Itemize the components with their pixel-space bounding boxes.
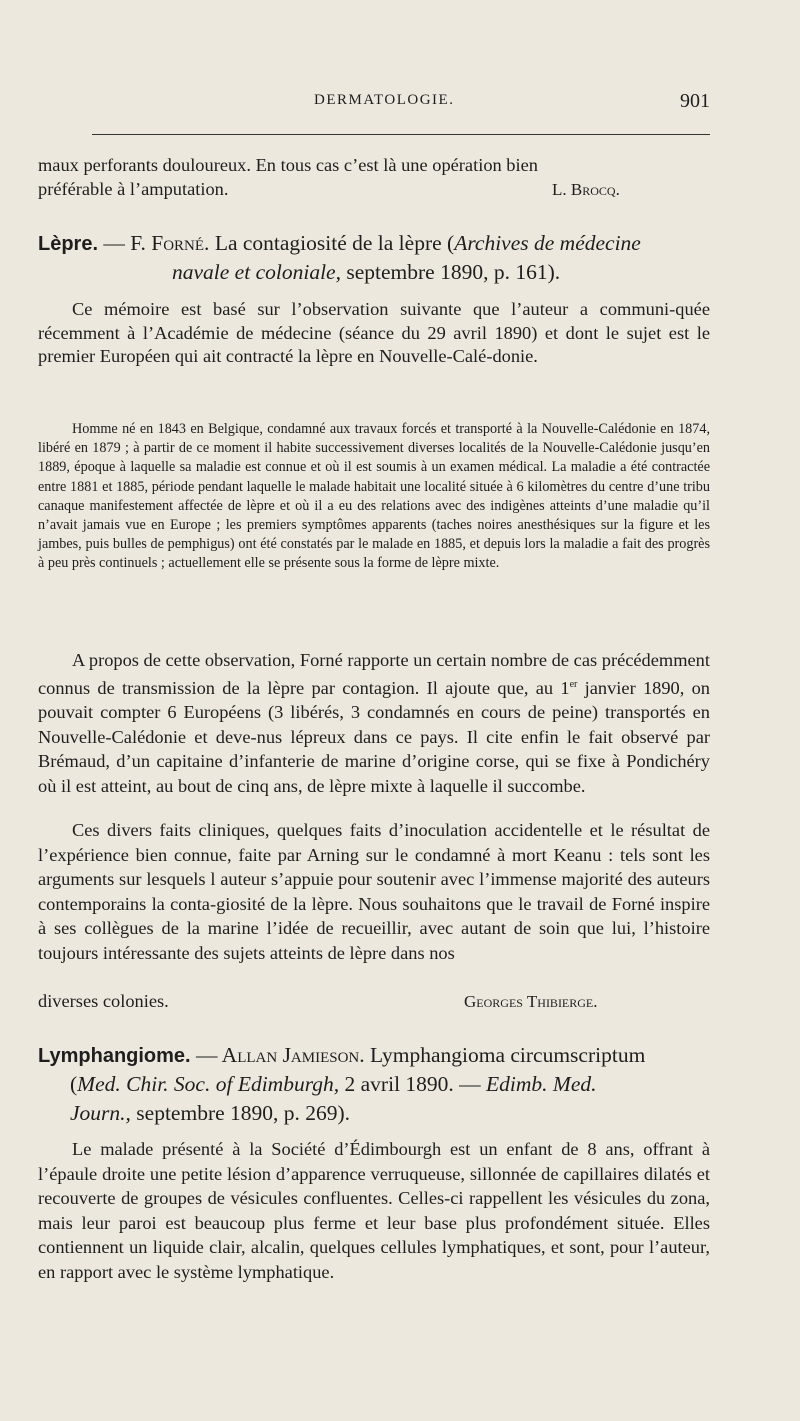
lepre-paragraph-3: Ces divers faits cliniques, quelques faits d’inoculation accidentelle et le résultat de l’expérience bien connue, faite par Arning sur le condamné à mort Keanu : tels sont les arguments sur lesquels l auteur s’appuie pour soutenir avec l’immense majorité des auteurs contemporains la conta-giosité de la lèpre. Nous souhaitons que le travail de Forné inspire à ses collègues de la marine l’idée de recueillir, avec autant de soin que lui, l’histoire toujours intéressante des sujets atteints de lèpre dans nos bbox=[38, 820, 710, 963]
lepre-p2-a: A propos de cette observation, Forné rapporte un certain nombre de cas précédemment connus de transmission de la lèpre par contagion. Il ajoute que, au 1 bbox=[38, 650, 710, 698]
headword-lepre: Lèpre. bbox=[38, 233, 99, 255]
page-number: 901 bbox=[680, 90, 710, 112]
signature-brocq: L. Brocq. bbox=[552, 180, 620, 199]
lepre-p2-sup: er bbox=[569, 678, 578, 690]
journal-med-chir: Med. Chir. Soc. of Edimburgh, bbox=[77, 1072, 340, 1096]
article-heading-lepre-line2 bbox=[172, 258, 560, 286]
citation-end-lepre: septembre 1890, p. 161). bbox=[346, 260, 561, 284]
author-jamieson: — Allan Jamieson. bbox=[195, 1043, 365, 1067]
journal-archives-line2: navale et coloniale, bbox=[172, 260, 341, 284]
article-heading-lepre bbox=[38, 229, 710, 258]
headword-lymphangiome: Lymphangiome. bbox=[38, 1045, 191, 1067]
signature-thibierge: Georges Thibierge. bbox=[464, 992, 598, 1011]
article-heading-lymph bbox=[38, 1041, 710, 1070]
lymph-date: 2 avril 1890. — bbox=[339, 1072, 487, 1096]
title-lymph: Lymphangioma circumscriptum bbox=[370, 1043, 646, 1067]
citation-end-lymph: septembre 1890, p. 269). bbox=[130, 1101, 351, 1125]
journal-edimb-b: Journ., bbox=[70, 1101, 131, 1125]
journal-archives-line1: Archives de médecine bbox=[454, 231, 641, 255]
page-header bbox=[38, 92, 710, 122]
lepre-intro-paragraph: Ce mémoire est basé sur l’observation suivante que l’auteur a communi-quée récemment à l’Académie de médecine (séance du 29 avril 1890) et dont le sujet est le premier Européen qui ait contracté la lèpre en Nouvelle-Calé-donie. bbox=[38, 299, 710, 366]
author-forne: — F. Forné. bbox=[103, 231, 210, 255]
lepre-case-paragraph: Homme né en 1843 en Belgique, condamné aux travaux forcés et transporté à la Nouvelle-Calédonie en 1874, libéré en 1879 ; à partir de ce moment il habite successivement diverses localités de la Nouvelle-Calédonie jusqu’en 1889, époque à laquelle sa maladie est connue et où il est soumis à un examen médical. La maladie a été contractée entre 1881 et 1885, période pendant laquelle le malade habitait une localité située à 6 kilomètres du centre d’une tribu canaque manifestement affectée de lèpre et où il a eu des relations avec des indigènes atteints d’une maladie qu’il n’avait jamais vue en Europe ; les premiers symptômes apparents (taches noires anesthésiques sur la figure et les jambes, puis bulles de pemphigus) ont été constatés par le malade en 1885, et depuis lors la maladie a fait des progrès à peu près continuels ; actuellement elle se présente sous la forme de lèpre mixte. bbox=[38, 421, 710, 572]
title-lepre: La contagiosité de la lèpre ( bbox=[214, 231, 455, 255]
prev-article-line1: maux perforants douloureux. En tous cas c’est là une opération bien bbox=[38, 155, 538, 175]
article-heading-lymph-line3 bbox=[70, 1099, 350, 1127]
header-rule bbox=[92, 134, 710, 135]
article-heading-lymph-line2 bbox=[70, 1070, 597, 1098]
journal-edimb-a: Edimb. Med. bbox=[486, 1072, 597, 1096]
lepre-paragraph-3-last: diverses colonies. bbox=[38, 991, 169, 1011]
lepre-paragraph-2 bbox=[38, 648, 710, 798]
lymph-paragraph: Le malade présenté à la Société d’Édimbourgh est un enfant de 8 ans, offrant à l’épaule droite une petite lésion d’apparence verruqueuse, sillonnée de capillaires dilatés et recouverte de groupes de vésicules confluentes. Celles-ci rappellent les vésicules du zona, mais leur paroi est beaucoup plus ferme et leur base plus profondément située. Elles contiennent un liquide clair, alcalin, quelques cellules lymphatiques, et sont, pour l’auteur, en rapport avec le système lymphatique. bbox=[38, 1139, 710, 1282]
running-title: DERMATOLOGIE. bbox=[314, 92, 455, 108]
lepre-p2-b: janvier 1890, on pouvait compter 6 Européens (3 libérés, 3 condamnés en cours de peine) transportés en Nouvelle-Calédonie et deve-nus lépreux dans ce pays. Il cite enfin le fait observé par Brémaud, d’un capitaine d’infanterie de marine d’origine corse, qui se fixe à Pondichéry où il est atteint, au bout de cinq ans, de lèpre mixte à laquelle il succombe. bbox=[38, 677, 711, 796]
paren-open: ( bbox=[70, 1072, 78, 1096]
prev-article-line2: préférable à l’amputation. bbox=[38, 179, 229, 199]
